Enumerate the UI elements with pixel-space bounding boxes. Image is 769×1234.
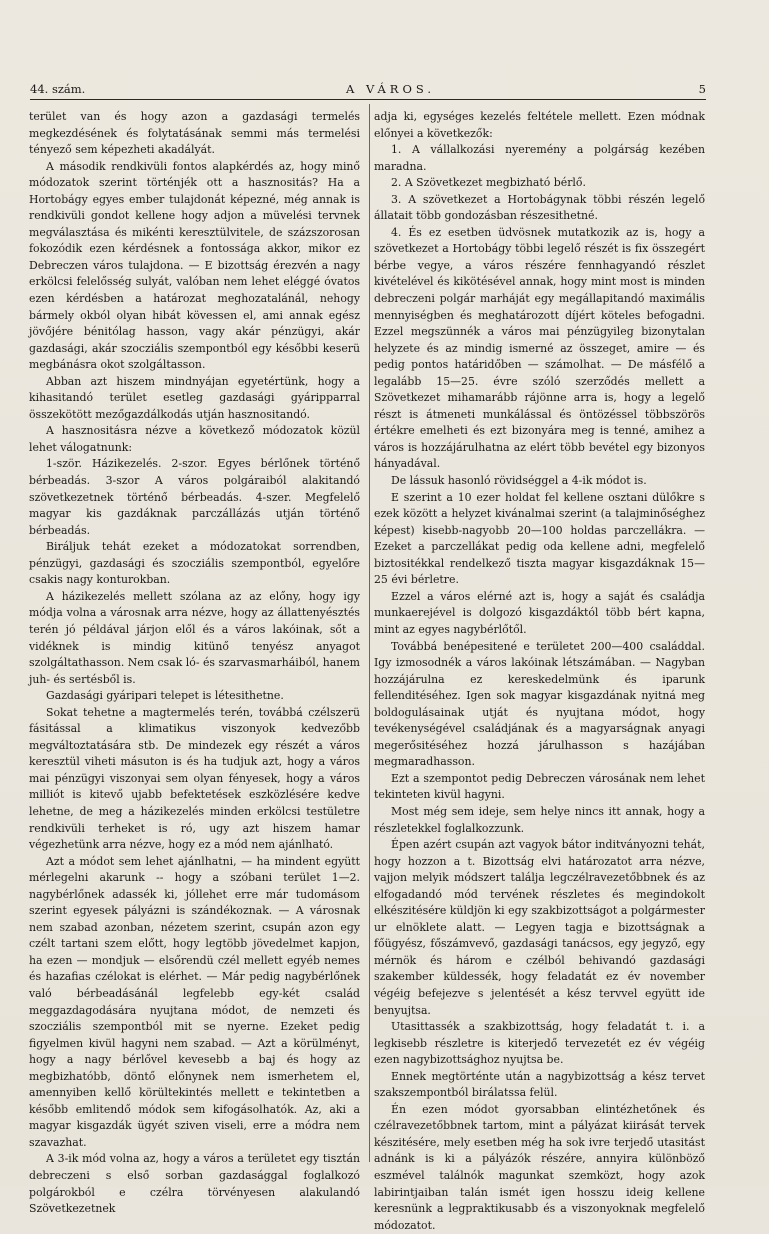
paragraph: Abban azt hiszem mindnyájan egyetértünk, hogy a kihasitandó terület esetleg gazdasági gyáripparral összekötött mezőgazdálkodás utján hasznositandó.	[29, 374, 360, 421]
header-rule	[30, 99, 706, 100]
paragraph: Ennek megtörténte után a nagybizottság a kész tervet szakszempontból birálatssa felül.	[374, 1069, 705, 1100]
paragraph: Sokat tehetne a magtermelés terén, továbbá czélszerü fásitással a klimatikus viszonyok kedvezőbb megváltoztatására stb. De mindezek egy részét a város keresztül viheti másuton is és ha tudjuk azt, hogy a város mai pénzügyi viszonyai sem olyan fényesek, hogy a város milliót is kitevő ujabb befektetések eszközlésére kedve lehetne, de meg a házikezelés minden erkölcsi testületre rendkivüli terheket is ró, ugy azt hiszem hamar végezhetünk arra nézve, hogy ez a mód nem ajánlható.	[29, 705, 360, 852]
paragraph: 1-ször. Házikezelés. 2-szor. Egyes bérlőnek történő bérbeadás. 3-szor A város polgáraiból alakitandó szövetkezetnek történő bérbeadás. 4-szer. Megfelelő magyar kis gazdáknak parczállázás utján történő bérbeadás.	[29, 457, 360, 537]
paragraph: Azt a módot sem lehet ajánlhatni, — ha mindent együtt mérlegelni akarunk -- hogy a szóbani terület 1—2. nagybérlőnek adassék ki, jóllehet erre már tudomásom szerint egyesek pályázni is szándékoznak. — A városnak nem szabad azonban, nézetem szerint, csupán azon egy czélt tartani szem előtt, hogy legtöbb jövedelmet kapjon, ha ezen — mondjuk — elsőrendü czél mellett egyéb nemes és hazafias czélokat is elérhet. — Már pedig nagybérlőnek való bérbeadásánál legfelebb egy-két család meggazdagodására nyujtana módot, de nemzeti és szocziális szempontból mit se nyerne. Ezeket pedig figyelmen kivül hagyni nem szabad. — Azt a körülményt, hogy a nagy bérlővel kevesebb a baj és hogy az megbizhatóbb, döntő előnynek nem ismerhetem el, amennyiben kellő körültekintés mellett e tekintetben a később emlitendő módok sem kifogásolhatók. Az, aki a magyar kisgazdák ügyét sziven viseli, erre a módra nem szavazhat.	[29, 854, 360, 1149]
paragraph: Biráljuk tehát ezeket a módozatokat sorrendben, pénzügyi, gazdasági és szocziális szempontból, egyelőre csakis nagy konturokban.	[29, 540, 360, 587]
paragraph: 3. A szövetkezet a Hortobágynak többi részén legelő állatait több gondozásban részesithetné.	[374, 192, 705, 223]
paragraph: Most még sem ideje, sem helye nincs itt annak, hogy a részletekkel foglalkozzunk.	[374, 804, 705, 835]
paragraph: A második rendkivüli fontos alapkérdés az, hogy minő módozatok szerint történjék ott a hasznositás? Ha a Hortobágy egyes ember tulajdonát képezné, még annak is rendkivüli gondot kellene hogy adjon a müvelési tervnek megválasztása és mikénti keresztülvitele, de százszorosan fokozódik ezen kérdésnek a fontossága akkor, mikor ez Debreczen város tulajdona. — E bizottság érezvén a nagy erkölcsi felelősség sulyát, valóban nem lehet eléggé óvatos ezen kérdésben a határozat meghozatalánál, nehogy bármely okból olyan hibát kövessen el, ami annak egész jövőjére bénitólag hasson, vagy akár pénzügyi, akár gazdasági, akár szocziális szempontból egy későbbi keserü megbánásra okot szolgáltasson.	[29, 159, 360, 372]
issue-number: 44. szám.	[30, 82, 86, 96]
left-column	[29, 109, 360, 1218]
paragraph: terület van és hogy azon a gazdasági termelés megkezdésének és folytatásának semmi más termelési tényező sem képezheti akadályát.	[29, 110, 360, 157]
paragraph: Utasittassék a szakbizottság, hogy feladatát t. i. a legkisebb részletre is kiterjedő tervezetét ez év végéig ezen nagybizottsághoz nyujtsa be.	[374, 1020, 705, 1067]
paragraph: De lássuk hasonló rövidséggel a 4-ik módot is.	[391, 474, 647, 488]
paragraph: Én ezen módot gyorsabban elintézhetőnek és czélravezetőbbnek tartom, mint a pályázat kiirását tervek készitésére, mely esetben még ha sok ivre terjedő utasitást adnánk is ki a pályázók részére, annyira különböző eszmével találnók magunkat szemközt, hogy azok labirintjaiban talán ismét igen hosszu ideig kellene keresnünk a legpraktikusabb és a viszonyoknak megfelelő módozatot.	[374, 1102, 705, 1232]
paragraph: 2. A Szövetkezet megbizható bérlő.	[391, 176, 586, 190]
paragraph: E szerint a 10 ezer holdat fel kellene osztani dülőkre s ezek között a helyzet kivánalmai szerint (a talajminőséghez képest) kisebb-nagyobb 20—100 holdas parczellákra. — Ezeket a parczellákat pedig oda kellene adni, megfelelő biztositékkal rendelkező tiszta magyar kisgazdáknak 15—25 évi bérletre.	[374, 490, 705, 587]
paragraph: 4. És ez esetben üdvösnek mutatkozik az is, hogy a szövetkezet a Hortobágy többi legelő részét is fix összegért bérbe vegye, a város részére fennhagyandó részlet kivételével és kikötésével annak, hogy mint most is minden debreczeni polgár marháját egy megállapitandó maximális mennyiségben és meghatározott díjért köteles befogadni. Ezzel megszünnék a város mai pénzügyileg bizonytalan helyzete és az mindig ismerné az összeget, amire — és pedig pontos határidőben — számolhat. — De másfélő a legalább 15—25. évre szóló szerződés mellett a Szövetkezet mihamarább rájönne arra is, hogy a legelő részt is átmeneti munkálással és öntözéssel többszörös értékre emelheti és ezt bizonyára meg is tenné, amihez a város is hozzájárulhatna az elért több bevétel egy bizonyos hányadával.	[374, 225, 705, 471]
paragraph: Gazdasági gyáripari telepet is létesithetne.	[46, 689, 284, 703]
paragraph: adja ki, egységes kezelés feltétele mellett. Ezen módnak előnyei a következők:	[374, 110, 705, 140]
page-number: 5	[698, 82, 706, 96]
right-column	[374, 109, 705, 1234]
page-header	[30, 82, 718, 98]
paragraph: Ezt a szempontot pedig Debreczen városának nem lehet tekinteten kivül hagyni.	[374, 771, 705, 802]
paragraph: A hasznositásra nézve a következő módozatok közül lehet válogatnunk:	[29, 424, 360, 454]
paragraph: Épen azért csupán azt vagyok bátor inditványozni tehát, hogy hozzon a t. Bizottság elvi határozatot arra nézve, vajjon melyik módszert találja legczélravezetőbbnek és az elfogadandó mód tervének részletes és megindokolt elkészitésére küldjön ki egy szakbizottságot a polgármester ur elnöklete alatt. — Legyen tagja e bizottságnak a főügyész, főszámvevő, gazdasági tanácsos, egy jegyző, egy mérnök és három e czélból behivandó gazdasági szakember küldessék, hogy feladatát ez év november végéig befejezve s jelentését a kész tervvel együtt ide benyujtsa.	[374, 838, 705, 1017]
paragraph: Továbbá benépesitené e területet 200—400 családdal. Igy izmosodnék a város lakóinak létszámában. — Nagyban hozzájárulna ez kereskedelmünk és iparunk fellenditéséhez. Igen sok magyar kisgazdának nyitná meg boldogulásainak utját és nyujtana módot, hogy tevékenységével családjának és a magyarságnak anyagi megerősitéséhez hozzá járulhasson s hazájában megmaradhasson.	[374, 639, 705, 769]
column-divider	[369, 104, 370, 1162]
paragraph: Ezzel a város elérné azt is, hogy a saját és családja munkaerejével is dolgozó kisgazdáktól több bért kapna, mint az egyes nagybérlőtől.	[374, 589, 705, 636]
paragraph: A 3-ik mód volna az, hogy a város a területet egy tisztán debreczeni s első sorban gazdasággal foglalkozó polgárokból e czélra törvényesen alakulandó Szövetkezetnek	[29, 1152, 360, 1216]
paragraph: A házikezelés mellett szólana az az előny, hogy igy módja volna a városnak arra nézve, hogy az állattenyésztés terén jó példával járjon elől és a város lakóinak, sőt a vidéknek is mindig kitünő tenyész anyagot szolgáltathasson. Nem csak ló- és szarvasmarháiból, hanem juh- és sertésből is.	[29, 589, 360, 686]
masthead-title: A VÁROS.	[346, 82, 436, 96]
paragraph: 1. A vállalkozási nyeremény a polgárság kezében maradna.	[374, 143, 705, 173]
